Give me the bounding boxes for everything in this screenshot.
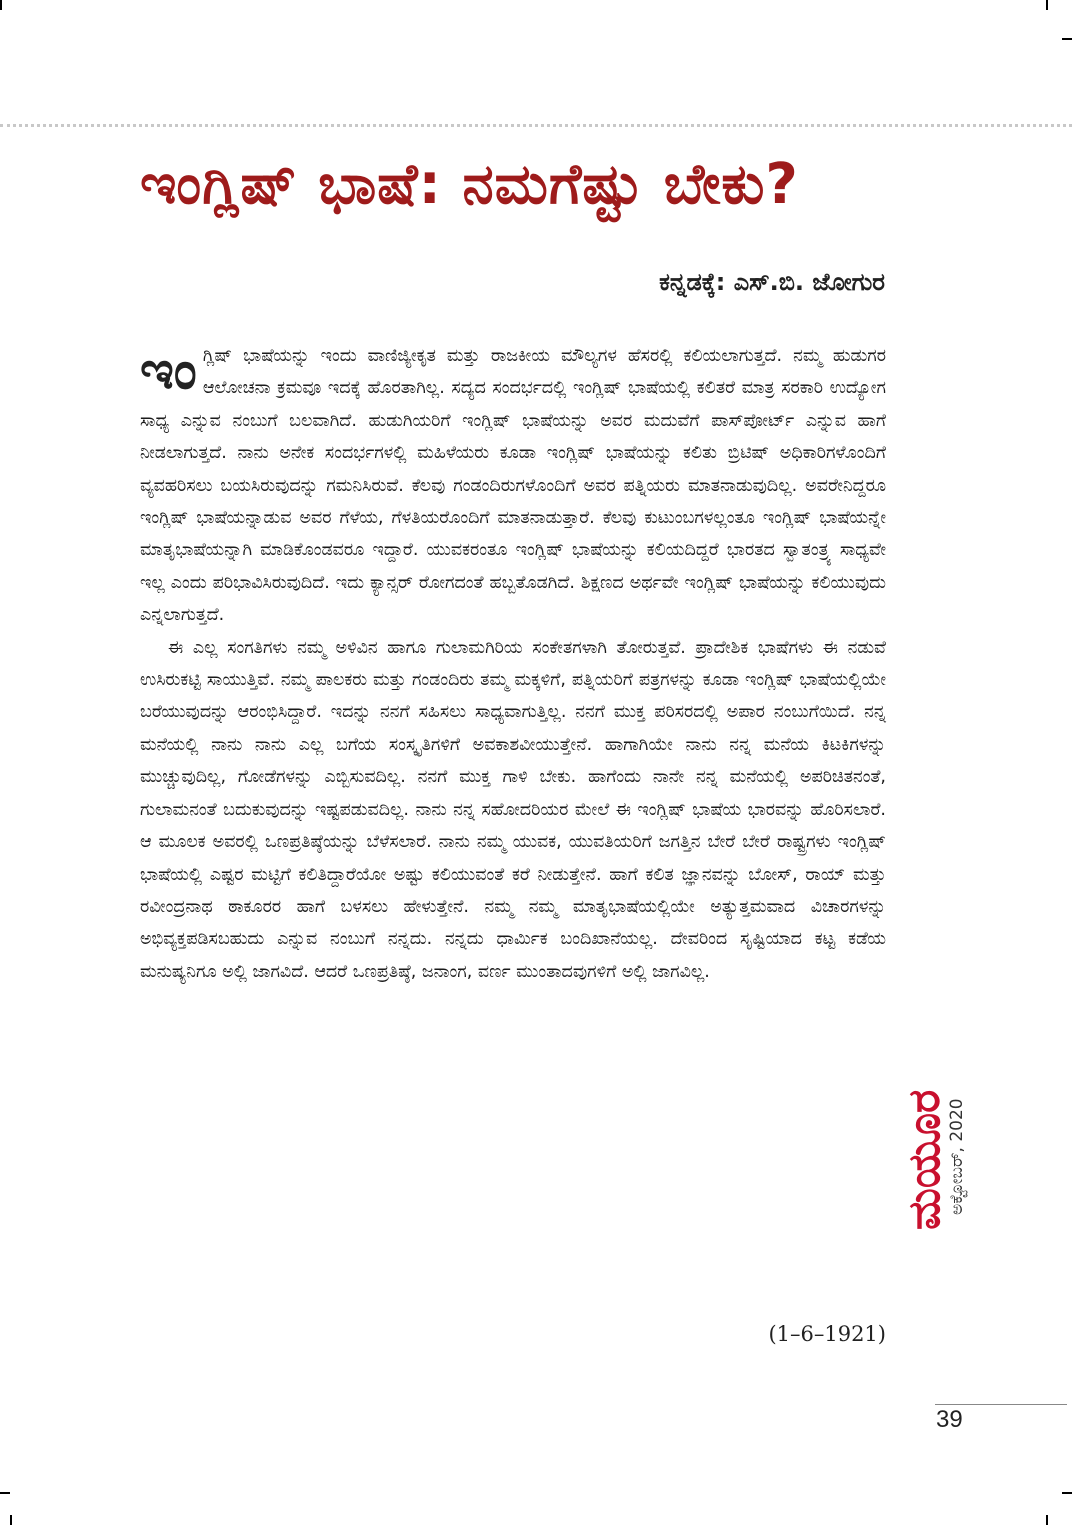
article-date-note: (1–6–1921) xyxy=(768,1322,886,1346)
crop-mark-right-bottom xyxy=(1062,1492,1072,1494)
issue-date: ಅಕ್ಟೋಬರ್, 2020 xyxy=(947,1098,967,1215)
crop-mark-top-left xyxy=(0,0,2,10)
page-number: 39 xyxy=(936,1406,963,1433)
article-title: ಇಂಗ್ಲಿಷ್ ಭಾಷೆ: ನಮಗೆಷ್ಟು ಬೇಕು? xyxy=(140,152,799,217)
crop-mark-left-bottom xyxy=(0,1492,10,1494)
crop-mark-bottom-left xyxy=(10,1515,12,1525)
page-number-rule xyxy=(935,1404,1067,1405)
article-byline: ಕನ್ನಡಕ್ಕೆ: ಎಸ್.ಬಿ. ಜೋಗುರ xyxy=(659,268,885,296)
crop-mark-right-top xyxy=(1062,38,1072,40)
article-body xyxy=(140,340,886,988)
crop-mark-top-right xyxy=(1046,0,1048,10)
header-dotted-rule xyxy=(0,124,1072,127)
drop-cap: ಇಂ xyxy=(140,341,197,401)
paragraph-1 xyxy=(140,340,886,632)
magazine-brand-logo: ಮಯೂರ xyxy=(899,1089,950,1230)
paragraph-1-text: ಗ್ಲಿಷ್ ಭಾಷೆಯನ್ನು ಇಂದು ವಾಣಿಜ್ಯೀಕೃತ ಮತ್ತು ರಾಜಕೀಯ ಮೌಲ್ಯಗಳ ಹೆಸರಲ್ಲಿ ಕಲಿಯಲಾಗುತ್ತದೆ. ನಮ್ಮ ಹುಡುಗರ ಆಲೋಚನಾ ಕ್ರಮವೂ ಇದಕ್ಕೆ ಹೊರತಾಗಿಲ್ಲ. ಸದ್ಯದ ಸಂದರ್ಭದಲ್ಲಿ ಇಂಗ್ಲಿಷ್ ಭಾಷೆಯಲ್ಲಿ ಕಲಿತರೆ ಮಾತ್ರ ಸರಕಾರಿ ಉದ್ಯೋಗ ಸಾಧ್ಯ ಎನ್ನುವ ನಂಬುಗೆ ಬಲವಾಗಿದೆ. ಹುಡುಗಿಯರಿಗೆ ಇಂಗ್ಲಿಷ್ ಭಾಷೆಯನ್ನು ಅವರ ಮದುವೆಗೆ ಪಾಸ್‌ಪೋರ್ಟ್ ಎನ್ನುವ ಹಾಗೆ ನೀಡಲಾಗುತ್ತದೆ. ನಾನು ಅನೇಕ ಸಂದರ್ಭಗಳಲ್ಲಿ ಮಹಿಳೆಯರು ಕೂಡಾ ಇಂಗ್ಲಿಷ್ ಭಾಷೆಯನ್ನು ಕಲಿತು ಬ್ರಿಟಿಷ್ ಅಧಿಕಾರಿಗಳೊಂದಿಗೆ ವ್ಯವಹರಿಸಲು ಬಯಸಿರುವುದನ್ನು ಗಮನಿಸಿರುವೆ. ಕೆಲವು ಗಂಡಂದಿರುಗಳೊಂದಿಗೆ ಅವರ ಪತ್ನಿಯರು ಮಾತನಾಡುವುದಿಲ್ಲ. ಅವರೇನಿದ್ದರೂ ಇಂಗ್ಲಿಷ್ ಭಾಷೆಯನ್ನಾಡುವ ಅವರ ಗೆಳೆಯ, ಗೆಳತಿಯರೊಂದಿಗೆ ಮಾತನಾಡುತ್ತಾರೆ. ಕೆಲವು ಕುಟುಂಬಗಳಲ್ಲಂತೂ ಇಂಗ್ಲಿಷ್ ಭಾಷೆಯನ್ನೇ ಮಾತೃಭಾಷೆಯನ್ನಾಗಿ ಮಾಡಿಕೊಂಡವರೂ ಇದ್ದಾರೆ. ಯುವಕರಂತೂ ಇಂಗ್ಲಿಷ್ ಭಾಷೆಯನ್ನು ಕಲಿಯದಿದ್ದರೆ ಭಾರತದ ಸ್ವಾತಂತ್ರ್ಯ ಸಾಧ್ಯವೇ ಇಲ್ಲ ಎಂದು ಪರಿಭಾವಿಸಿರುವುದಿದೆ. ಇದು ಕ್ಯಾನ್ಸರ್ ರೋಗದಂತೆ ಹಬ್ಬತೊಡಗಿದೆ. ಶಿಕ್ಷಣದ ಅರ್ಥವೇ ಇಂಗ್ಲಿಷ್ ಭಾಷೆಯನ್ನು ಕಲಿಯುವುದು ಎನ್ನಲಾಗುತ್ತದೆ. xyxy=(140,346,886,626)
crop-mark-bottom-right xyxy=(1046,1515,1048,1525)
paragraph-2: ಈ ಎಲ್ಲ ಸಂಗತಿಗಳು ನಮ್ಮ ಅಳಿವಿನ ಹಾಗೂ ಗುಲಾಮಗಿರಿಯ ಸಂಕೇತಗಳಾಗಿ ತೋರುತ್ತವೆ. ಪ್ರಾದೇಶಿಕ ಭಾಷೆಗಳು ಈ ನಡುವೆ ಉಸಿರುಕಟ್ಟಿ ಸಾಯುತ್ತಿವೆ. ನಮ್ಮ ಪಾಲಕರು ಮತ್ತು ಗಂಡಂದಿರು ತಮ್ಮ ಮಕ್ಕಳಿಗೆ, ಪತ್ನಿಯರಿಗೆ ಪತ್ರಗಳನ್ನು ಕೂಡಾ ಇಂಗ್ಲಿಷ್ ಭಾಷೆಯಲ್ಲಿಯೇ ಬರೆಯುವುದನ್ನು ಆರಂಭಿಸಿದ್ದಾರೆ. ಇದನ್ನು ನನಗೆ ಸಹಿಸಲು ಸಾಧ್ಯವಾಗುತ್ತಿಲ್ಲ. ನನಗೆ ಮುಕ್ತ ಪರಿಸರದಲ್ಲಿ ಅಪಾರ ನಂಬುಗೆಯಿದೆ. ನನ್ನ ಮನೆಯಲ್ಲಿ ನಾನು ನಾನು ಎಲ್ಲ ಬಗೆಯ ಸಂಸ್ಕೃತಿಗಳಿಗೆ ಅವಕಾಶವೀಯುತ್ತೇನೆ. ಹಾಗಾಗಿಯೇ ನಾನು ನನ್ನ ಮನೆಯ ಕಿಟಕಿಗಳನ್ನು ಮುಚ್ಚುವುದಿಲ್ಲ, ಗೋಡೆಗಳನ್ನು ಎಬ್ಬಿಸುವದಿಲ್ಲ. ನನಗೆ ಮುಕ್ತ ಗಾಳಿ ಬೇಕು. ಹಾಗೆಂದು ನಾನೇ ನನ್ನ ಮನೆಯಲ್ಲಿ ಅಪರಿಚಿತನಂತೆ, ಗುಲಾಮನಂತೆ ಬದುಕುವುದನ್ನು ಇಷ್ಟಪಡುವದಿಲ್ಲ. ನಾನು ನನ್ನ ಸಹೋದರಿಯರ ಮೇಲೆ ಈ ಇಂಗ್ಲಿಷ್ ಭಾಷೆಯ ಭಾರವನ್ನು ಹೊರಿಸಲಾರೆ. ಆ ಮೂಲಕ ಅವರಲ್ಲಿ ಒಣಪ್ರತಿಷ್ಠೆಯನ್ನು ಬೆಳೆಸಲಾರೆ. ನಾನು ನಮ್ಮ ಯುವಕ, ಯುವತಿಯರಿಗೆ ಜಗತ್ತಿನ ಬೇರೆ ಬೇರೆ ರಾಷ್ಟ್ರಗಳು ಇಂಗ್ಲಿಷ್ ಭಾಷೆಯಲ್ಲಿ ಎಷ್ಟರ ಮಟ್ಟಿಗೆ ಕಲಿತಿದ್ದಾರೆಯೋ ಅಷ್ಟು ಕಲಿಯುವಂತೆ ಕರೆ ನೀಡುತ್ತೇನೆ. ಹಾಗೆ ಕಲಿತ ಜ್ಞಾನವನ್ನು ಬೋಸ್, ರಾಯ್ ಮತ್ತು ರವೀಂದ್ರನಾಥ ಠಾಕೂರರ ಹಾಗೆ ಬಳಸಲು ಹೇಳುತ್ತೇನೆ. ನಮ್ಮ ನಮ್ಮ ಮಾತೃಭಾಷೆಯಲ್ಲಿಯೇ ಅತ್ಯುತ್ತಮವಾದ ವಿಚಾರಗಳನ್ನು ಅಭಿವ್ಯಕ್ತಪಡಿಸಬಹುದು ಎನ್ನುವ ನಂಬುಗೆ ನನ್ನದು. ನನ್ನದು ಧಾರ್ಮಿಕ ಬಂದಿಖಾನೆಯಲ್ಲ. ದೇವರಿಂದ ಸೃಷ್ಟಿಯಾದ ಕಟ್ಟ ಕಡೆಯ ಮನುಷ್ಯನಿಗೂ ಅಲ್ಲಿ ಜಾಗವಿದೆ. ಆದರೆ ಒಣಪ್ರತಿಷ್ಠೆ, ಜನಾಂಗ, ವರ್ಣ ಮುಂತಾದವುಗಳಿಗೆ ಅಲ್ಲಿ ಜಾಗವಿಲ್ಲ. xyxy=(140,637,886,982)
